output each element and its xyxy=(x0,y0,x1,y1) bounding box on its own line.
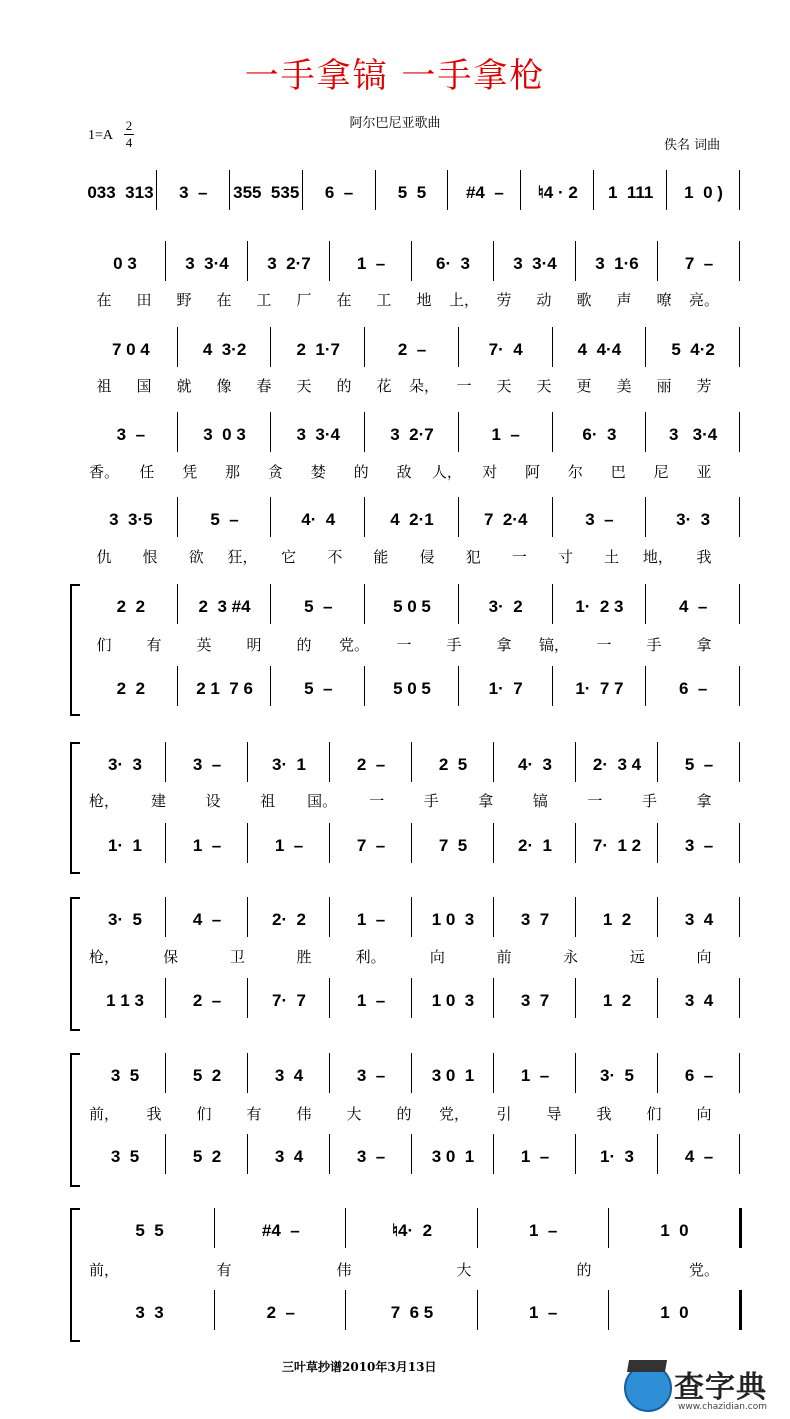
score-line xyxy=(84,672,740,706)
measure: 1 2 xyxy=(602,910,632,929)
lyric-syllable: 不 xyxy=(327,548,343,566)
lyric-line xyxy=(84,790,740,812)
lyric-syllable: 导 xyxy=(546,1105,562,1123)
measure: 3· 1 xyxy=(271,755,307,774)
lyric-line xyxy=(84,946,740,968)
lyric-syllable: 尔 xyxy=(567,463,583,481)
measure: 3· 5 xyxy=(107,910,143,929)
measure: 3· 5 xyxy=(599,1066,635,1085)
measure: 3 2·7 xyxy=(267,254,311,273)
lyric-syllable: 贪 xyxy=(267,463,283,481)
lyric-syllable: 党， xyxy=(438,1105,470,1123)
measure: 3 0 1 xyxy=(431,1147,475,1166)
lyric-syllable: 我 xyxy=(696,548,712,566)
measure: 2 1·7 xyxy=(296,340,341,359)
measure: 3 – xyxy=(356,1147,386,1166)
score-line xyxy=(84,829,740,863)
measure: 3 – xyxy=(684,836,714,855)
measure: 6· 3 xyxy=(435,254,471,273)
score-line xyxy=(84,903,740,937)
lyric-line xyxy=(84,375,740,397)
lyric-syllable: 任 xyxy=(139,463,155,481)
score-line xyxy=(84,590,740,624)
barline xyxy=(739,1053,740,1093)
lyric-syllable: 芳 xyxy=(696,377,712,395)
barline xyxy=(739,1134,740,1174)
lyric-syllable: 人， xyxy=(431,463,462,481)
lyric-syllable: 枪， xyxy=(88,792,120,810)
song-author: 佚名 词曲 xyxy=(664,138,721,153)
lyric-syllable: 的 xyxy=(336,377,352,395)
lyric-syllable: 前， xyxy=(88,1261,120,1279)
final-barline xyxy=(739,1290,742,1330)
measure: #4 – xyxy=(465,183,504,202)
lyric-syllable: 寸 xyxy=(558,548,574,566)
watermark-logo xyxy=(620,1360,790,1419)
lyric-syllable: 仇 xyxy=(96,548,112,566)
measure: 3 7 xyxy=(520,991,550,1010)
graduation-cap-icon xyxy=(627,1360,667,1372)
barline xyxy=(739,742,740,782)
lyric-syllable: 有 xyxy=(146,636,162,654)
lyric-syllable: 国 xyxy=(136,377,152,395)
measure: 4· 3 xyxy=(517,755,553,774)
measure: 355 535 xyxy=(233,183,300,202)
measure: 3 3·4 xyxy=(669,425,718,444)
lyric-syllable: 能 xyxy=(373,548,389,566)
lyric-syllable: 丽 xyxy=(656,377,672,395)
measure: 3 – xyxy=(116,425,146,444)
measure: 7 5 xyxy=(438,836,468,855)
lyric-line xyxy=(84,289,740,311)
lyric-syllable: 设 xyxy=(205,792,221,810)
lyric-syllable: 犯 xyxy=(465,548,481,566)
lyric-syllable: 更 xyxy=(576,377,592,395)
lyric-syllable: 花 xyxy=(376,377,392,395)
lyric-syllable: 拿 xyxy=(478,792,494,810)
lyric-syllable: 国。 xyxy=(307,792,338,810)
lyric-syllable: 伟 xyxy=(336,1261,352,1279)
lyric-syllable: 祖 xyxy=(96,377,112,395)
watermark-url: www.chazidian.com xyxy=(678,1402,768,1412)
measure: 3 4 xyxy=(684,991,714,1010)
final-barline xyxy=(739,1208,742,1248)
system-bracket xyxy=(70,1053,80,1187)
barline xyxy=(739,978,740,1018)
measure: 3· 3 xyxy=(676,510,711,529)
lyric-syllable: 美 xyxy=(616,377,632,395)
lyric-syllable: 侵 xyxy=(419,548,435,566)
measure: 7 – xyxy=(684,254,714,273)
lyric-syllable: 我 xyxy=(596,1105,612,1123)
score-line xyxy=(84,247,740,281)
lyric-syllable: 的 xyxy=(296,636,312,654)
lyric-syllable: 向 xyxy=(429,948,445,966)
lyric-syllable: 的 xyxy=(396,1105,412,1123)
score-line xyxy=(84,748,740,782)
measure: 4 – xyxy=(678,597,708,616)
measure: 7 6 5 xyxy=(390,1303,434,1322)
lyric-syllable: 香。 xyxy=(88,463,120,481)
measure: 1 – xyxy=(274,836,304,855)
measure: 1· 3 xyxy=(599,1147,635,1166)
lyric-syllable: 们 xyxy=(196,1105,212,1123)
lyric-syllable: 劳 xyxy=(496,291,512,309)
measure: 5 4·2 xyxy=(671,340,715,359)
measure: 5 0 5 xyxy=(393,679,431,698)
lyric-syllable: 像 xyxy=(216,377,232,395)
measure: 2· 2 xyxy=(271,910,307,929)
lyric-syllable: 歌 xyxy=(576,291,592,309)
measure: 3· 3 xyxy=(107,755,143,774)
lyric-syllable: 厂 xyxy=(296,291,312,309)
lyric-syllable: 向 xyxy=(696,948,712,966)
barline xyxy=(739,897,740,937)
measure: 3 0 3 xyxy=(203,425,246,444)
lyric-syllable: 上， xyxy=(448,291,480,309)
lyric-syllable: 前， xyxy=(88,1105,120,1123)
lyric-syllable: 那 xyxy=(225,463,241,481)
measure: 3 1·6 xyxy=(595,254,639,273)
measure: 7 2·4 xyxy=(483,510,528,529)
lyric-syllable: 们 xyxy=(96,636,112,654)
lyric-syllable: 一 xyxy=(596,636,612,654)
lyric-syllable: 保 xyxy=(163,948,179,966)
lyric-syllable: 英 xyxy=(196,636,212,654)
lyric-syllable: 欲 xyxy=(188,548,204,566)
lyric-line xyxy=(84,634,740,656)
measure: 2 3 #4 xyxy=(198,597,251,616)
measure: 3 3·5 xyxy=(109,510,153,529)
measure: 5 – xyxy=(210,510,239,529)
lyric-syllable: 亮。 xyxy=(688,291,720,309)
measure: 2 1 7 6 xyxy=(196,679,253,698)
measure: 6 – xyxy=(678,679,708,698)
system-bracket xyxy=(70,897,80,1031)
barline xyxy=(739,584,740,624)
lyric-syllable: 有 xyxy=(246,1105,262,1123)
measure: 2 2 xyxy=(116,679,146,698)
score-line xyxy=(84,333,740,367)
measure: 3 – xyxy=(356,1066,386,1085)
lyric-syllable: 野 xyxy=(176,291,192,309)
measure: 7 0 4 xyxy=(111,340,150,359)
lyric-syllable: 狂， xyxy=(227,548,258,566)
lyric-syllable: 朵， xyxy=(408,377,440,395)
score-line xyxy=(84,418,740,452)
lyric-syllable: 阿 xyxy=(525,463,541,481)
measure: 2 2 xyxy=(116,597,146,616)
measure: 5 – xyxy=(684,755,714,774)
measure: 5 – xyxy=(304,679,333,698)
measure: 4 4·4 xyxy=(577,340,622,359)
measure: 3 – xyxy=(192,755,222,774)
lyric-syllable: 永 xyxy=(563,948,579,966)
lyric-syllable: 它 xyxy=(281,548,297,566)
measure: 3 4 xyxy=(274,1066,304,1085)
measure: 1 0 xyxy=(660,1221,689,1240)
song-title: 一手拿镐 一手拿枪 xyxy=(244,56,546,96)
measure: 4 3·2 xyxy=(202,340,247,359)
score-line xyxy=(84,176,740,210)
measure: 7· 1 2 xyxy=(592,836,642,855)
measure: 1 – xyxy=(520,1147,550,1166)
measure: 1 – xyxy=(520,1066,550,1085)
measure: 1 – xyxy=(356,910,386,929)
measure: 5 0 5 xyxy=(393,597,431,616)
time-signature xyxy=(124,118,134,151)
lyric-syllable: 手 xyxy=(641,792,657,810)
measure: 3· 2 xyxy=(488,597,523,616)
measure: 033 313 xyxy=(87,183,154,202)
lyric-syllable: 嘹 xyxy=(656,291,672,309)
measure: 6· 3 xyxy=(582,425,617,444)
time-signature-bottom: 4 xyxy=(125,135,133,150)
lyric-syllable: 明 xyxy=(246,636,262,654)
measure: 5 5 xyxy=(135,1221,164,1240)
lyric-syllable: 祖 xyxy=(260,792,276,810)
lyric-syllable: 大 xyxy=(346,1105,362,1123)
measure: 6 – xyxy=(684,1066,714,1085)
song-subtitle: 阿尔巴尼亚歌曲 xyxy=(349,116,441,131)
measure: 7 – xyxy=(356,836,386,855)
lyric-syllable: 田 xyxy=(136,291,152,309)
score-line xyxy=(84,1296,740,1330)
lyric-syllable: 利。 xyxy=(355,948,386,966)
measure: 3 – xyxy=(585,510,614,529)
lyric-syllable: 有 xyxy=(216,1261,232,1279)
lyric-line xyxy=(84,1259,740,1281)
barline xyxy=(739,241,740,281)
measure: #4 – xyxy=(261,1221,300,1240)
measure: 2 – xyxy=(266,1303,295,1322)
barline xyxy=(739,170,740,210)
measure: 3 5 xyxy=(110,1147,140,1166)
lyric-syllable: 拿 xyxy=(496,636,512,654)
measure: 1 0 3 xyxy=(431,910,475,929)
lyric-syllable: 镐 xyxy=(532,792,548,810)
measure: 2 – xyxy=(356,755,386,774)
measure: 6 – xyxy=(324,183,354,202)
measure: 1 – xyxy=(356,254,386,273)
system-bracket xyxy=(70,584,80,716)
measure: 1 – xyxy=(192,836,222,855)
measure: 7· 4 xyxy=(488,340,523,359)
measure: 1· 2 3 xyxy=(575,597,624,616)
measure: 4· 4 xyxy=(301,510,336,529)
lyric-syllable: 党。 xyxy=(338,636,370,654)
measure: 4 – xyxy=(684,1147,714,1166)
lyric-syllable: 巴 xyxy=(610,463,626,481)
measure: 3 7 xyxy=(520,910,550,929)
score-line xyxy=(84,503,740,537)
measure: 3 4 xyxy=(274,1147,304,1166)
lyric-syllable: 建 xyxy=(151,792,167,810)
measure: 5 2 xyxy=(192,1147,222,1166)
lyric-syllable: 一 xyxy=(511,548,527,566)
measure: 2· 3 4 xyxy=(592,755,642,774)
lyric-syllable: 胜 xyxy=(296,948,312,966)
barline xyxy=(739,497,740,537)
lyric-syllable: 卫 xyxy=(229,948,245,966)
measure: 4 2·1 xyxy=(390,510,434,529)
measure: 2 5 xyxy=(438,755,468,774)
lyric-syllable: 亚 xyxy=(696,463,712,481)
barline xyxy=(739,327,740,367)
lyric-syllable: 的 xyxy=(576,1261,592,1279)
lyric-syllable: 声 xyxy=(616,291,632,309)
lyric-syllable: 手 xyxy=(423,792,439,810)
measure: 1· 1 xyxy=(107,836,143,855)
system-bracket xyxy=(70,742,80,874)
lyric-syllable: 的 xyxy=(353,463,369,481)
lyric-syllable: 在 xyxy=(336,291,352,309)
measure: 5 5 xyxy=(397,183,427,202)
measure: 1 0 xyxy=(660,1303,689,1322)
measure: 2 – xyxy=(192,991,222,1010)
lyric-syllable: 天 xyxy=(496,377,512,395)
watermark-text: 查字典 xyxy=(674,1370,767,1405)
lyric-syllable: 手 xyxy=(646,636,662,654)
measure: 4 – xyxy=(192,910,222,929)
lyric-syllable: 一 xyxy=(456,377,472,395)
measure: 7· 7 xyxy=(271,991,307,1010)
measure: 3 3·4 xyxy=(513,254,557,273)
lyric-syllable: 伟 xyxy=(296,1105,312,1123)
lyric-syllable: 在 xyxy=(96,291,112,309)
measure: 3 3·4 xyxy=(296,425,341,444)
lyric-syllable: 大 xyxy=(456,1261,472,1279)
score-line xyxy=(84,984,740,1018)
measure: 5 2 xyxy=(192,1066,222,1085)
lyric-line xyxy=(84,461,740,483)
measure: 1 – xyxy=(529,1303,558,1322)
lyric-syllable: 工 xyxy=(376,291,392,309)
barline xyxy=(739,666,740,706)
lyric-line xyxy=(84,546,740,568)
lyric-syllable: 就 xyxy=(176,377,192,395)
measure: 1· 7 xyxy=(488,679,523,698)
measure: 2 – xyxy=(397,340,427,359)
score-line xyxy=(84,1059,740,1093)
measure: 3 5 xyxy=(110,1066,140,1085)
lyric-syllable: 天 xyxy=(536,377,552,395)
lyric-syllable: 远 xyxy=(629,948,645,966)
lyric-syllable: 对 xyxy=(482,463,498,481)
lyric-syllable: 婪 xyxy=(310,463,326,481)
measure: 1 0 ) xyxy=(684,183,723,202)
measure: 3 – xyxy=(179,183,208,202)
measure: 1 2 xyxy=(602,991,632,1010)
transcriber-footer: 三叶草抄谱2010年3月13日 xyxy=(282,1360,437,1374)
barline xyxy=(739,412,740,452)
measure: 3 2·7 xyxy=(390,425,434,444)
lyric-syllable: 党。 xyxy=(688,1261,720,1279)
system-bracket xyxy=(70,1208,80,1342)
lyric-syllable: 恨 xyxy=(142,548,158,566)
lyric-syllable: 一 xyxy=(587,792,603,810)
lyric-syllable: 土 xyxy=(604,548,620,566)
time-signature-top: 2 xyxy=(125,118,133,133)
lyric-syllable: 尼 xyxy=(653,463,669,481)
lyric-syllable: 向 xyxy=(696,1105,712,1123)
measure: 2· 1 xyxy=(517,836,553,855)
lyric-syllable: 们 xyxy=(646,1105,662,1123)
lyric-line xyxy=(84,1103,740,1125)
measure: 3 4 xyxy=(684,910,714,929)
lyric-syllable: 拿 xyxy=(696,792,712,810)
lyric-syllable: 敌 xyxy=(396,463,412,481)
lyric-syllable: 地 xyxy=(416,291,432,309)
lyric-syllable: 工 xyxy=(256,291,272,309)
lyric-syllable: 天 xyxy=(296,377,312,395)
lyric-syllable: 我 xyxy=(146,1105,162,1123)
measure: ♮4· 2 xyxy=(391,1221,433,1240)
measure: 0 3 xyxy=(113,254,137,273)
lyric-syllable: 引 xyxy=(496,1105,512,1123)
measure: 1 – xyxy=(491,425,520,444)
measure: 1 111 xyxy=(607,183,654,202)
measure: 1 – xyxy=(529,1221,558,1240)
measure: 3 0 1 xyxy=(431,1066,475,1085)
lyric-syllable: 镐， xyxy=(538,636,570,654)
measure: 1 1 3 xyxy=(106,991,144,1010)
key-signature: 1=A xyxy=(88,128,114,143)
measure: 3 3·4 xyxy=(185,254,229,273)
score-line xyxy=(84,1140,740,1174)
measure: 1 – xyxy=(356,991,386,1010)
lyric-syllable: 在 xyxy=(216,291,232,309)
lyric-syllable: 春 xyxy=(256,377,272,395)
measure: 3 3 xyxy=(135,1303,164,1322)
measure: 1 0 3 xyxy=(431,991,475,1010)
lyric-syllable: 前 xyxy=(496,948,512,966)
score-line xyxy=(84,1214,740,1248)
lyric-syllable: 地， xyxy=(642,548,673,566)
lyric-syllable: 拿 xyxy=(696,636,712,654)
lyric-syllable: 枪， xyxy=(88,948,120,966)
measure: 5 – xyxy=(304,597,333,616)
lyric-syllable: 一 xyxy=(396,636,412,654)
barline xyxy=(739,823,740,863)
lyric-syllable: 凭 xyxy=(182,463,198,481)
lyric-syllable: 手 xyxy=(446,636,462,654)
measure: ♮4 · 2 xyxy=(537,183,578,202)
lyric-syllable: 一 xyxy=(369,792,385,810)
measure: 1· 7 7 xyxy=(575,679,624,698)
lyric-syllable: 动 xyxy=(536,291,552,309)
